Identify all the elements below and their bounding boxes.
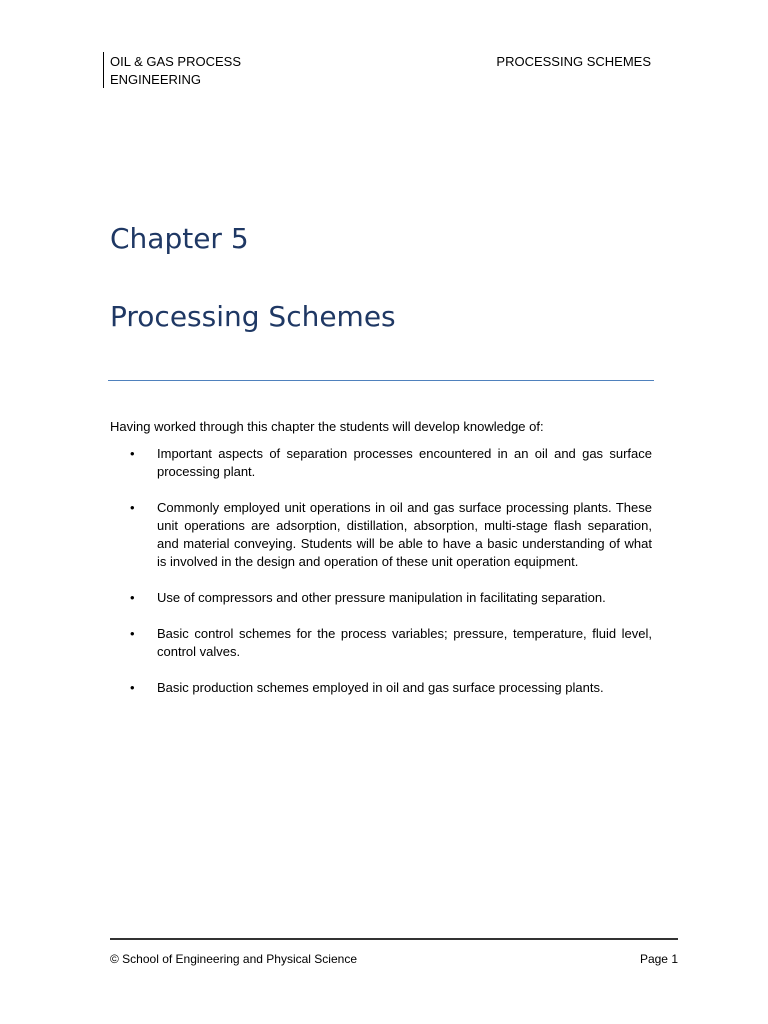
objective-text: Commonly employed unit operations in oil and gas surface processing plants. These unit operations are adsorption, distillation, absorption, multi-stage flash separation, and material conveying. Students will be able to have a basic understanding of what is involved in the design and operation of these unit operation equipment. [157,500,652,569]
list-item [110,589,652,607]
chapter-title: Processing Schemes [110,300,396,333]
header-course-title [110,53,241,89]
bullet-icon: • [130,446,135,461]
objective-text: Basic control schemes for the process variables; pressure, temperature, fluid level, control valves. [157,626,652,659]
intro-text: Having worked through this chapter the students will develop knowledge of: [110,419,544,434]
header-section-title: PROCESSING SCHEMES [496,54,651,69]
bullet-icon: • [130,680,135,695]
list-item [110,445,652,481]
objective-text: Use of compressors and other pressure manipulation in facilitating separation. [157,590,606,605]
objectives-list [110,445,652,715]
chapter-label: Chapter 5 [110,222,249,255]
list-item [110,679,652,697]
list-item [110,625,652,661]
header-divider [103,52,104,88]
bullet-icon: • [130,626,135,641]
bullet-icon: • [130,590,135,605]
page-number: Page 1 [639,952,678,966]
bullet-icon: • [130,500,135,515]
list-item [110,499,652,571]
objective-text: Basic production schemes employed in oil and gas surface processing plants. [157,680,604,695]
header-line-1: OIL & GAS PROCESS [110,54,242,69]
title-divider [108,380,654,381]
footer-copyright: © School of Engineering and Physical Science [110,952,357,966]
objective-text: Important aspects of separation processes encountered in an oil and gas surface processing plant. [157,446,652,479]
header-line-2: ENGINEERING [110,72,202,87]
footer-divider [110,938,678,940]
